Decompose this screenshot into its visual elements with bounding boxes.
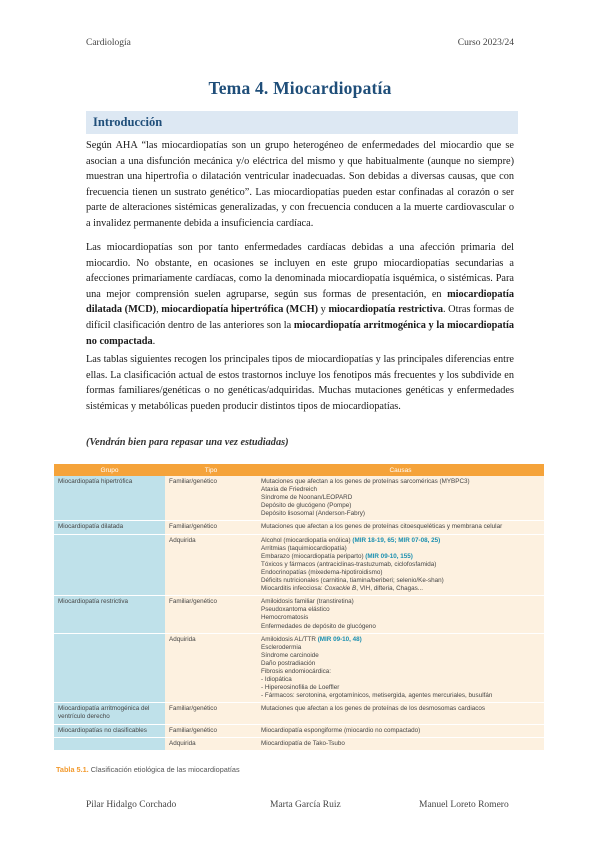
cause-text: Miocardiopatía espongiforme (miocardio no compactado) bbox=[261, 726, 421, 734]
cause-line bbox=[261, 510, 540, 518]
table-row bbox=[54, 724, 544, 737]
cause-line bbox=[261, 561, 540, 569]
cell-causas bbox=[257, 476, 544, 521]
table-caption bbox=[56, 765, 240, 774]
cause-text: Miocardiopatía de Tako-Tsubo bbox=[261, 739, 345, 747]
cell-grupo: Miocardiopatía arritmogénica del ventrículo derecho bbox=[54, 703, 165, 724]
cause-text: Síndrome de Noonan/LEOPARD bbox=[261, 494, 353, 502]
cell-grupo bbox=[54, 633, 165, 703]
cause-text: Endocrinopatías (mixedema-hipotiroidismo) bbox=[261, 568, 383, 576]
cause-text: Enfermedades de depósito de glucógeno bbox=[261, 622, 376, 630]
caption-text: Clasificación etiológica de las miocardiopatías bbox=[88, 765, 240, 774]
cause-text: Pseudoxantoma elástico bbox=[261, 606, 330, 614]
table-row bbox=[54, 534, 544, 596]
section-bar bbox=[86, 111, 518, 134]
p2-bold-mch: miocardiopatía hipertrófica (MCH) bbox=[161, 304, 319, 316]
cell-grupo: Miocardiopatía dilatada bbox=[54, 521, 165, 534]
mir-reference: (MIR 09-10, 155) bbox=[365, 552, 413, 560]
cause-line bbox=[261, 660, 540, 668]
page-title: Tema 4. Miocardiopatía bbox=[208, 78, 392, 98]
cell-tipo: Familiar/genético bbox=[165, 521, 257, 534]
cause-text: Síndrome carcinoide bbox=[261, 651, 319, 659]
table-row bbox=[54, 521, 544, 534]
cause-line bbox=[261, 676, 540, 684]
cause-text: Hemocromatosis bbox=[261, 614, 309, 622]
cause-line bbox=[261, 614, 540, 622]
table-row bbox=[54, 633, 544, 703]
cell-grupo bbox=[54, 534, 165, 596]
cause-line bbox=[261, 727, 540, 735]
cause-line bbox=[261, 740, 540, 748]
p2-bold-mcd: miocardiopatía dilatada (MCD) bbox=[86, 288, 514, 316]
col-header-tipo: Tipo bbox=[165, 464, 257, 476]
cause-text: Esclerodermia bbox=[261, 643, 302, 651]
cause-line bbox=[261, 585, 540, 593]
cause-line bbox=[261, 705, 540, 713]
p2-bold-arritmogenica: miocardiopatía arritmogénica y la miocardiopatía no compactada bbox=[86, 319, 514, 347]
cell-causas bbox=[257, 596, 544, 633]
cause-text: Amiloidosis AL/TTR bbox=[261, 635, 318, 643]
cause-line bbox=[261, 478, 540, 486]
table-row bbox=[54, 596, 544, 633]
paragraph-1: Según AHA “las miocardiopatías son un grupo heterogéneo de enfermedades del miocardio que se asocian a una disfunción mecánica y/o eléctrica del mismo y que habitualmente (aunque no siempre) muestran una hipertrofia o dilatación ventricular inadecuadas. Son debidas a diversas causas, que con frecuencia tienen un sustrato genético”. Las miocardiopatías pueden estar confinadas al corazón o ser parte de alteraciones sistémicas generalizadas, y con frecuencia conducen a la muerte cardiovascular o a invalidez permanente debida a insuficiencia cardíaca. bbox=[86, 140, 514, 229]
footer-author-3: Manuel Loreto Romero bbox=[419, 800, 509, 810]
cause-text: Daño postradiación bbox=[261, 659, 316, 667]
cause-text: Mutaciones que afectan a los genes de proteínas de los desmosomas cardiacos bbox=[261, 705, 486, 713]
p2-bold-restrictiva: miocardiopatía restrictiva bbox=[328, 304, 443, 316]
cause-text: - Fármacos: serotonina, ergotamínicos, metisergida, agentes mercuriales, busulfán bbox=[261, 692, 493, 700]
cell-tipo: Familiar/genético bbox=[165, 596, 257, 633]
cause-line bbox=[261, 502, 540, 510]
cause-line bbox=[261, 606, 540, 614]
p2-sep: . bbox=[152, 335, 156, 347]
cell-tipo: Adquirida bbox=[165, 737, 257, 750]
paragraph-2 bbox=[86, 240, 514, 349]
cause-text: Mutaciones que afectan a los genes de proteínas citoesqueléticas y membrana celular bbox=[261, 523, 503, 531]
review-note: (Vendrán bien para repasar una vez estudiadas) bbox=[86, 437, 289, 448]
cause-text: Alcohol (miocardiopatía enólica) bbox=[261, 536, 353, 544]
cause-text: Depósito lisosomal (Anderson-Fabry) bbox=[261, 510, 365, 518]
cause-line bbox=[261, 684, 540, 692]
cause-line bbox=[261, 545, 540, 553]
cell-grupo: Miocardiopatía restrictiva bbox=[54, 596, 165, 633]
cause-text: Embarazo (miocardiopatía periparto) bbox=[261, 552, 366, 560]
cell-causas bbox=[257, 633, 544, 703]
cause-line bbox=[261, 553, 540, 561]
caption-number: Tabla 5.1. bbox=[56, 765, 89, 774]
p2-text: Las miocardiopatías son por tanto enfermedades cardíacas debidas a una afección primaria del miocardio. No obstante, en ocasiones se incluyen en este grupo miocardiopatías secundarias a afecciones primariamente cardíacas, como la denominada miocardiopatía isquémica, o sistémicas. Para una mejor comprensión suelen agruparse, según sus formas de presentación, en bbox=[86, 242, 514, 300]
cell-causas bbox=[257, 534, 544, 596]
cell-tipo: Adquirida bbox=[165, 534, 257, 596]
cell-tipo: Familiar/genético bbox=[165, 724, 257, 737]
pathogen-name: Coxackie B bbox=[324, 585, 357, 593]
p2-sep: , bbox=[156, 304, 162, 316]
cause-text: Depósito de glucógeno (Pompe) bbox=[261, 502, 352, 510]
paragraph-3: Las tablas siguientes recogen los principales tipos de miocardiopatías y las principales diferencias entre ellas. La clasificación actual de estos trastornos incluye los fenotipos más frecuentes y los subdivide en formas familiares/genéticas o no genéticas/adquiridas. Muchas mutaciones genéticas y enfermedades sistémicas y metabólicas pueden producir distintos tipos de miocardiopatías. bbox=[86, 354, 514, 412]
cause-text: Tóxicos y fármacos (antraciclinas-trastuzumab, ciclofosfamida) bbox=[261, 560, 437, 568]
cause-line bbox=[261, 577, 540, 585]
col-header-grupo: Grupo bbox=[54, 464, 165, 476]
footer-author-1: Pilar Hidalgo Corchado bbox=[86, 800, 177, 810]
col-header-causas: Causas bbox=[257, 464, 544, 476]
cause-line bbox=[261, 636, 540, 644]
cause-line bbox=[261, 523, 540, 531]
cause-line bbox=[261, 598, 540, 606]
cause-text: - Idiopática bbox=[261, 676, 292, 684]
cell-grupo: Miocardiopatías no clasificables bbox=[54, 724, 165, 737]
cause-text: Arritmias (taquimiocardiopatía) bbox=[261, 544, 347, 552]
cause-text: Fibrosis endomiocárdica: bbox=[261, 667, 331, 675]
table-row bbox=[54, 737, 544, 750]
cause-line bbox=[261, 692, 540, 700]
cause-line bbox=[261, 644, 540, 652]
p2-sep: . Otras formas de difícil clasificación dentro de las anteriores son la bbox=[86, 304, 514, 331]
cardiomyopathy-table bbox=[54, 464, 544, 751]
cause-line bbox=[261, 537, 540, 545]
section-title: Introducción bbox=[93, 115, 163, 129]
cause-text: Mutaciones que afectan a los genes de proteínas sarcoméricas (MYBPC3) bbox=[261, 478, 470, 485]
mir-reference: (MIR 18-19, 65; MIR 07-08, 25) bbox=[352, 536, 441, 544]
cause-line bbox=[261, 486, 540, 494]
table-row bbox=[54, 703, 544, 724]
footer-author-2: Marta García Ruiz bbox=[270, 800, 341, 810]
cause-line bbox=[261, 652, 540, 660]
cause-line bbox=[261, 668, 540, 676]
cell-grupo bbox=[54, 737, 165, 750]
cause-text: Miocarditis infecciosa: Coxackie B, VIH, difteria, Chagas... bbox=[261, 585, 424, 593]
cause-line bbox=[261, 494, 540, 502]
header-year: Curso 2023/24 bbox=[457, 38, 514, 48]
cell-causas bbox=[257, 521, 544, 534]
cell-causas bbox=[257, 703, 544, 724]
cell-grupo: Miocardiopatía hipertrófica bbox=[54, 476, 165, 521]
cause-text: Déficits nutricionales (carnitina, tiamina/beriberi; selenio/Ke-shan) bbox=[261, 577, 444, 585]
cause-text: Amiloidosis familiar (transtiretina) bbox=[261, 598, 354, 606]
cell-tipo: Familiar/genético bbox=[165, 476, 257, 521]
table-row bbox=[54, 476, 544, 521]
cause-text: - Hipereosinofilia de Loeffler bbox=[261, 684, 340, 692]
p2-sep: y bbox=[318, 304, 329, 316]
cell-tipo: Familiar/genético bbox=[165, 703, 257, 724]
cell-tipo: Adquirida bbox=[165, 633, 257, 703]
cause-line bbox=[261, 623, 540, 631]
mir-reference: (MIR 09-10, 48) bbox=[317, 635, 362, 643]
cause-text: Ataxia de Friedreich bbox=[261, 486, 317, 494]
cell-causas bbox=[257, 737, 544, 750]
cell-causas bbox=[257, 724, 544, 737]
cause-line bbox=[261, 569, 540, 577]
header-course: Cardiología bbox=[86, 38, 131, 48]
